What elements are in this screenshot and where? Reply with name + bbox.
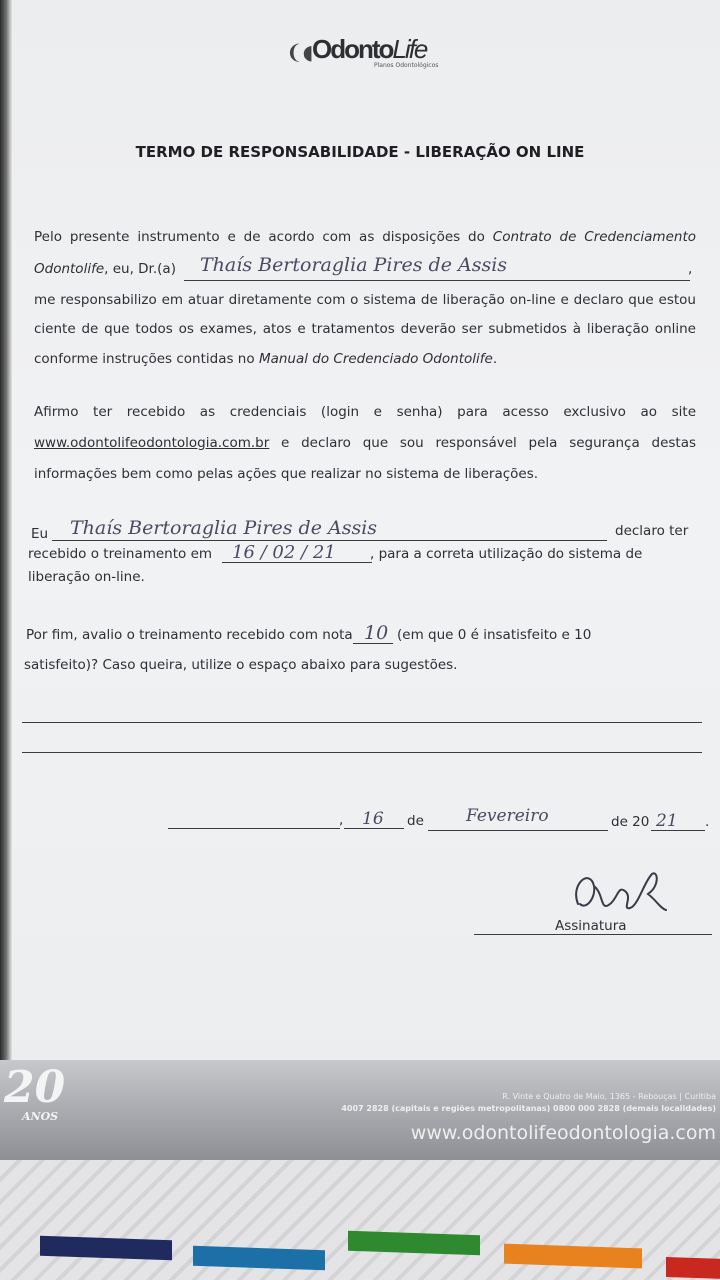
logo-text: [312, 34, 426, 65]
p1-line-5-text: conforme instruções contidas no: [34, 351, 255, 367]
anniversary-label: ANOS: [22, 1110, 59, 1123]
manual-name: Manual do Credenciado Odontolife: [258, 351, 493, 367]
footer-phones: 4007 2828 (capitais e regiões metropolitanas) 0800 000 2828 (demais localidades): [341, 1104, 716, 1113]
p4-line-1-a: Por fim, avalio o treinamento recebido com nota: [26, 627, 353, 643]
date-period: .: [705, 814, 710, 830]
handwritten-training-date: 16 / 02 / 21: [232, 542, 336, 563]
handwritten-rating: 10: [364, 622, 389, 644]
p1-period: .: [492, 351, 498, 367]
recebido-label: recebido o treinamento em: [28, 546, 213, 562]
company-name: Odontolife: [34, 261, 105, 277]
handwritten-day: 16: [362, 809, 384, 829]
p1-line-1: [34, 229, 696, 245]
p2-line-3: informações bem como pelas ações que realizar no sistema de liberações.: [34, 466, 539, 482]
eu-label: Eu: [31, 526, 49, 542]
comma-after-name: ,: [688, 261, 693, 277]
p1-line-1-text: Pelo presente instrumento e de acordo com as disposições do: [34, 229, 485, 245]
p1-line-2: [34, 261, 176, 277]
website-link[interactable]: www.odontolifeodontologia.com.br: [34, 435, 270, 451]
recebido-rest: , para a correta utilização do sistema de: [370, 546, 643, 562]
logo-tagline: Planos Odontológicos: [374, 62, 439, 69]
document-title: TERMO DE RESPONSABILIDADE - LIBERAÇÃO ON LINE: [135, 143, 585, 161]
handwritten-year: 21: [656, 811, 678, 831]
handwritten-month: Fevereiro: [466, 806, 549, 826]
p2-line-1: Afirmo ter recebido as credenciais (login e senha) para acesso exclusivo ao site: [34, 404, 696, 420]
odontolife-logo: [286, 34, 456, 72]
signature-line[interactable]: [474, 934, 712, 935]
handwritten-doctor-name: Thaís Bertoraglia Pires de Assis: [200, 254, 508, 276]
handwritten-trainee-name: Thaís Bertoraglia Pires de Assis: [70, 517, 378, 539]
date-comma: ,: [339, 812, 344, 828]
color-bar-5: [666, 1257, 720, 1279]
anniversary-badge: [4, 1062, 66, 1123]
anniversary-number: 20: [4, 1062, 66, 1113]
footer-address: R. Vinte e Quatro de Maio, 1365 - Rebouças | Curitiba: [502, 1092, 716, 1101]
dr-label: , eu, Dr.(a): [104, 261, 176, 277]
p2-line-2: [34, 435, 696, 451]
contract-name: Contrato de Credenciamento: [492, 229, 696, 245]
p4-line-1-b: (em que 0 é insatisfeito e 10: [397, 627, 592, 643]
p1-line-3: me responsabilizo em atuar diretamente com o sistema de liberação on-line e declaro que estou: [34, 292, 696, 308]
tooth-logo-icon: ❨◖: [286, 40, 314, 64]
city-field[interactable]: [168, 812, 340, 829]
signature-label: Assinatura: [555, 918, 627, 934]
p1-line-4: ciente de que todos os exames, atos e tratamentos deverão ser submetidos à liberação online: [34, 321, 696, 337]
p4-line-2: satisfeito)? Caso queira, utilize o espaço abaixo para sugestões.: [24, 657, 458, 673]
suggestion-line-1[interactable]: [22, 722, 702, 723]
suggestion-line-2[interactable]: [22, 752, 702, 753]
p2-line-2-text: e declaro que sou responsável pela segurança destas: [281, 435, 697, 451]
declaro-label: declaro ter: [615, 523, 689, 539]
footer-website[interactable]: www.odontolifeodontologia.com: [410, 1122, 716, 1144]
p3-line-3: liberação on-line.: [28, 569, 145, 585]
p1-line-5: [34, 351, 497, 367]
de-label-2: de 20: [611, 814, 650, 830]
de-label-1: de: [407, 813, 424, 829]
logo-text-bold: Odonto: [312, 34, 393, 64]
logo-text-light: Life: [392, 34, 427, 64]
